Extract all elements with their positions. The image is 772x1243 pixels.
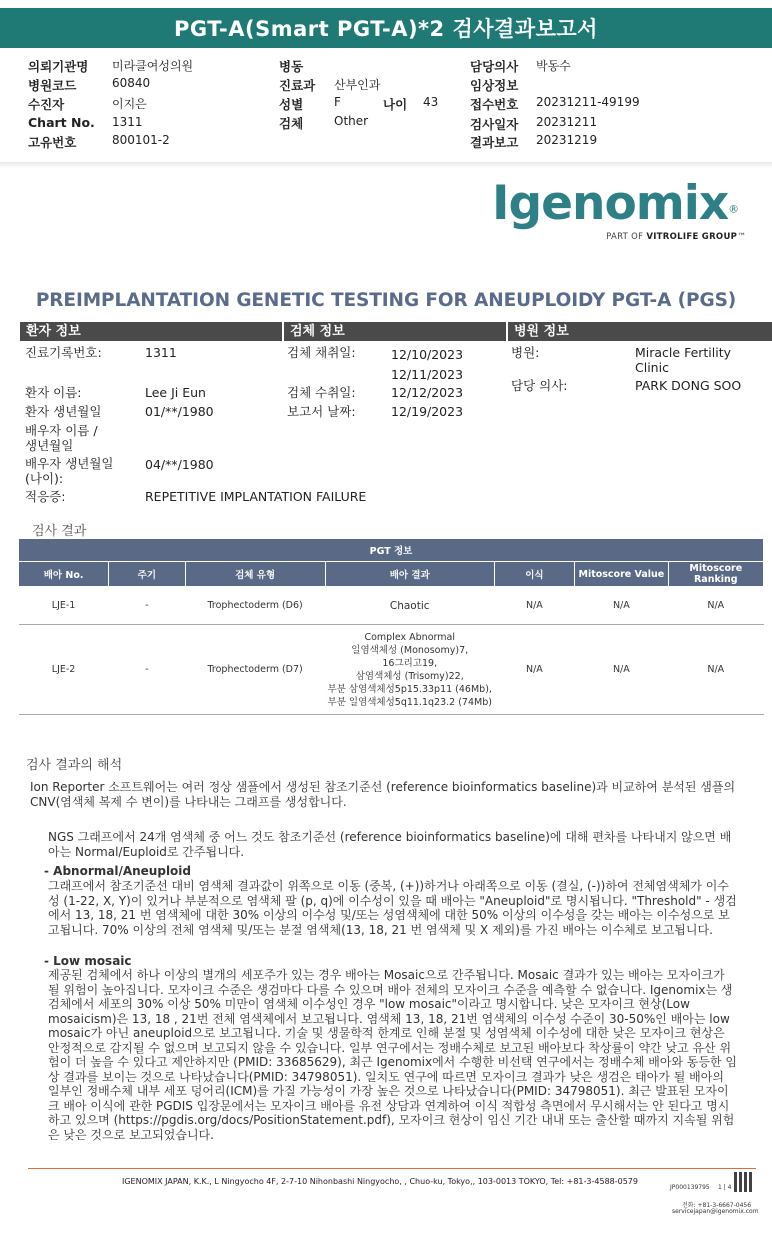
field-age: 나이: [383, 97, 408, 112]
indication-value: REPETITIVE IMPLANTATION FAILURE: [145, 489, 367, 504]
report-date-label: 보고서 날짜:: [287, 404, 356, 419]
value-hospital-code: 60840: [112, 76, 151, 90]
value-department: 산부인과: [334, 78, 381, 92]
col-transfer: 이식: [494, 562, 574, 587]
field-chart-no: Chart No.: [28, 115, 95, 130]
page-number: 1 | 4: [718, 1184, 732, 1191]
footer-divider: [28, 1168, 756, 1169]
collection-date-label: 검체 채취일:: [287, 345, 356, 360]
field-sex: 성별: [279, 97, 304, 112]
patient-name-value: Lee Ji Eun: [145, 385, 206, 400]
cell-mitoscore-ranking: N/A: [668, 587, 763, 625]
doctor-label: 담당 의사:: [511, 378, 568, 393]
interpretation-low-mosaic: 제공된 검체에서 하나 이상의 별개의 세포주가 있는 경우 배아는 Mosaic으로 간주됩니다. Mosaic 결과가 있는 배아는 모자이크가 될 위험이 높아집니다. 모자이크 수준은 생검마다 다를 수 있으며 배아 전체의 모자이크 수준을 예측할 수 없습니다. Igenomix는 생검체에서 세포의 30% 이상 50% 미만이 염색체 이수성인 경우 "low mosaic"이라고 명시합니다. 낮은 모자이크 현상(Low mosaicism)은 13, 18 , 21번 전체 염색체에서 보고됩니다. 염색체 13, 18, 21번 염색체의 이수성 수준이 30-50%인 배아는 low mosaic가 아닌 aneuploid으로 보고됩니다. 기술 및 생물학적 한계로 인해 분절 및 성염색체 이수성에 대한 낮은 모자이크 현상은 안정적으로 감지될 수 없으며 보고되지 않을 수 있습니다. 일부 연구에서는 정배수체로 보고된 배아보다 착상률이 약간 낮고 유산 위험이 더 높을 수 있다고 제안하지만 (PMID: 33685629), 최근 Igenomix에서 수행한 비선택 연구에서는 정배수체 배아와 동등한 임상 결과를 보이는 것으로 나타났습니다(PMID: 34798051). 일치도 연구에 따르면 모자이크 결과가 낮은 생검은 태아가 될 배아의 일부인 정배수체 내부 세포 덩어리(ICM)를 가질 가능성이 가장 높은 것으로 나타났습니다(PMID: 34798051). 최근 발표된 모자이크 배아 이식에 관한 PGDIS 입장문에서는 모자이크 배아를 유전 상담과 연계하여 이식 적합성 측면에서 무시해서는 안 된다고 명시하고 있으며 (https://pgdis.org/docs/PositionStatement.pdf), 모자이크 현상이 임신 기간 내내 또는 출산할 때까지 지속될 위험은 낮은 것으로 보고되었습니다.: [48, 968, 737, 1142]
interpretation-normal: NGS 그래프에서 24개 염색체 중 어느 것도 참조기준선 (reference bioinformatics baseline)에 대해 편차를 나타내지 않으면 배아는 Normal/Euploid로 간주됩니다.: [48, 830, 732, 859]
col-mitoscore-ranking: Mitoscore Ranking: [668, 562, 763, 587]
spouse-name-label: 배우자 이름 / 생년월일: [25, 423, 98, 453]
col-cycle: 주기: [109, 562, 185, 587]
field-department: 진료과: [279, 78, 316, 93]
cell-specimen-type: Trophectoderm (D7): [185, 625, 325, 715]
patient-record-no-label: 진료기록번호:: [25, 345, 102, 360]
patient-name-label: 환자 이름:: [25, 385, 82, 400]
cell-cycle: -: [109, 587, 185, 625]
footer-code: JP000139795: [670, 1184, 710, 1191]
patient-dob-value: 01/**/1980: [145, 404, 214, 419]
cell-mitoscore-value: N/A: [575, 587, 668, 625]
cell-mitoscore-value: N/A: [575, 625, 668, 715]
cell-embryo-result: Complex Abnormal 일염색체성 (Monosomy)7, 16그리고19, 삼염색체성 (Trisomy)22, 부분 삼염색체성5p15.33p11 (46Mb), 부분 일염색체성5q11.1q23.2 (74Mb): [325, 625, 494, 715]
value-requesting-institution: 미라클여성의원: [112, 59, 194, 73]
field-requesting-institution: 의뢰기관명: [28, 59, 89, 74]
header-divider: [0, 162, 772, 168]
field-hospital-code: 병원코드: [28, 78, 77, 93]
footer-address: IGENOMIX JAPAN, K.K., L Ningyocho 4F, 2-7-10 Nihonbashi Ningyocho, , Chuo-ku, Tokyo,, 103-0013 TOKYO, Tel: +81-3-4588-0579: [121, 1177, 638, 1186]
abnormal-heading: - Abnormal/Aneuploid: [44, 864, 191, 878]
col-mitoscore-value: Mitoscore Value: [575, 562, 668, 587]
value-specimen: Other: [334, 114, 369, 128]
pgt-info-header: PGT 정보: [19, 539, 764, 562]
section-specimen-title: 검체 정보: [284, 322, 506, 341]
cell-transfer: N/A: [494, 587, 574, 625]
col-specimen-type: 검체 유형: [185, 562, 325, 587]
low-mosaic-heading: - Low mosaic: [44, 954, 132, 968]
table-row: [19, 587, 764, 625]
interpretation-title: 검사 결과의 해석: [26, 758, 123, 773]
table-row: [19, 625, 764, 715]
cell-embryo-no: LJE-2: [19, 625, 109, 715]
field-specimen: 검체: [279, 116, 304, 131]
col-embryo-result: 배아 결과: [325, 562, 494, 587]
cell-embryo-result: Chaotic: [325, 587, 494, 625]
results-table: [18, 538, 764, 715]
doctor-value: PARK DONG SOO: [635, 378, 742, 393]
value-sex: F: [334, 95, 341, 109]
cell-mitoscore-ranking: N/A: [668, 625, 763, 715]
interpretation-abnormal: 그래프에서 참조기준선 대비 염색체 결과값이 위쪽으로 이동 (중복, (+))하거나 아래쪽으로 이동 (결실, (-))하여 전체염색체가 이수성 (1-22, X, Y)이 있거나 부분적으로 염색체 팔 (p, q)에 이수성이 있을 때 배아는 "Aneuploid"로 명시됩니다. "Threshold" - 생검에서 13, 18, 21 번 염색체에 대한 30% 이상의 이수성 및/또는 성염색체에 대한 50% 이상의 이수성을 갖는 배아는 이수성으로 보고됩니다. 70% 이상의 전체 염색체 및/또는 분절 염색체(13, 18, 21 번 염색체 및 X 제외)를 가진 배아는 이수체로 보고됩니다.: [48, 879, 737, 937]
document-title: PREIMPLANTATION GENETIC TESTING FOR ANEUPLOIDY PGT-A (PGS): [35, 290, 737, 311]
value-receipt-no: 20231211-49199: [536, 95, 640, 109]
value-physician: 박동수: [536, 59, 571, 73]
field-report-date: 결과보고: [470, 135, 519, 150]
field-receipt-no: 접수번호: [470, 97, 519, 112]
value-unique-no: 800101-2: [112, 133, 170, 147]
field-test-date: 검사일자: [470, 117, 519, 132]
cell-cycle: -: [109, 625, 185, 715]
cell-specimen-type: Trophectoderm (D6): [185, 587, 325, 625]
hospital-value: Miracle Fertility Clinic: [635, 345, 732, 375]
field-patient: 수진자: [28, 97, 65, 112]
field-unique-no: 고유번호: [28, 135, 77, 150]
section-patient-title: 환자 정보: [20, 322, 282, 341]
col-embryo-no: 배아 No.: [19, 562, 109, 587]
field-physician: 담당의사: [470, 59, 519, 74]
field-clinical-info: 임상정보: [470, 78, 519, 93]
hospital-label: 병원:: [511, 345, 540, 360]
report-date-value: 12/19/2023: [391, 404, 464, 419]
field-ward: 병동: [279, 59, 304, 74]
qr-code-icon: [734, 1172, 754, 1192]
patient-dob-label: 환자 생년월일: [25, 404, 102, 419]
results-subheading: 검사 결과: [32, 524, 87, 539]
spouse-dob-label: 배우자 생년월일 (나이):: [25, 456, 114, 486]
value-chart-no: 1311: [112, 115, 143, 129]
footer-tel: 전화: +81-3-6667-0456: [682, 1202, 752, 1209]
value-report-date: 20231219: [536, 133, 598, 147]
cell-transfer: N/A: [494, 625, 574, 715]
value-age: 43: [423, 95, 439, 109]
report-title: PGT-A(Smart PGT-A)*2 검사결과보고서: [0, 8, 772, 48]
section-hospital-title: 병원 정보: [508, 322, 772, 341]
cell-embryo-no: LJE-1: [19, 587, 109, 625]
value-patient: 이지은: [112, 97, 147, 111]
receipt-date-value: 12/12/2023: [391, 385, 464, 400]
value-test-date: 20231211: [536, 115, 598, 129]
indication-label: 적응증:: [25, 489, 66, 504]
footer-email: servicejapan@igenomix.com: [672, 1208, 759, 1215]
interpretation-intro: Ion Reporter 소프트웨어는 여러 정상 샘플에서 생성된 참조기준선 (reference bioinformatics baseline)과 비교하여 분석된 샘플의 CNV(염색체 복제 수 변이)를 나타내는 그래프를 생성합니다.: [30, 780, 736, 809]
collection-date-value: 12/10/2023 12/11/2023: [391, 347, 464, 382]
receipt-date-label: 검체 수취일:: [287, 385, 356, 400]
patient-record-no-value: 1311: [145, 345, 177, 360]
spouse-dob-value: 04/**/1980: [145, 457, 214, 472]
igenomix-logo: Igenomix® PART OF VITROLIFE GROUP™: [492, 176, 746, 242]
